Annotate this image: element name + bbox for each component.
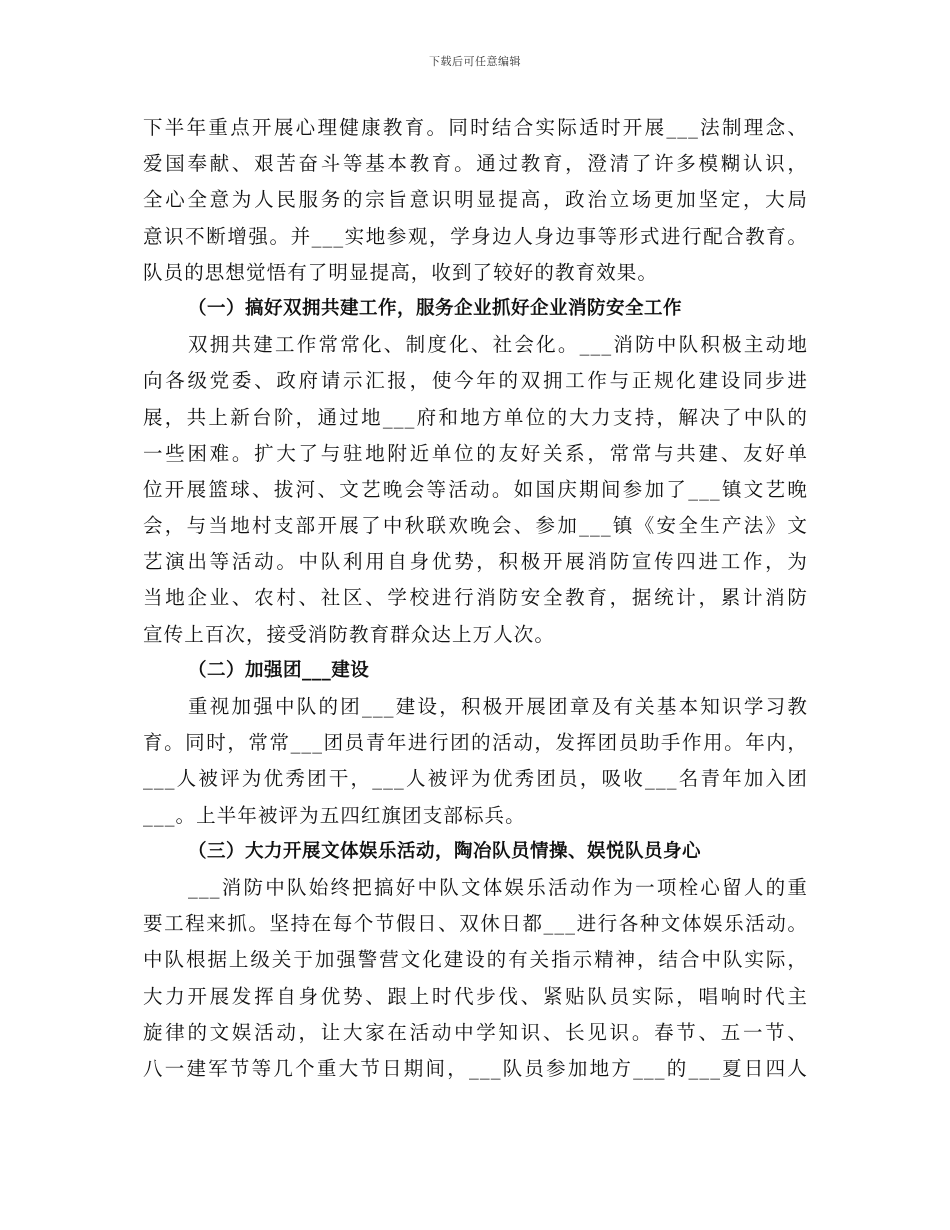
text-line: 当地企业、农村、社区、学校进行消防安全教育，据统计，累计消防 (143, 586, 808, 610)
text-line: 一些困难。扩大了与驻地附近单位的友好关系，常常与共建、友好单 (143, 441, 808, 465)
text-line: 要工程来抓。坚持在每个节假日、双休日都___进行各种文体娱乐活动。 (143, 912, 808, 936)
section-heading: （二）加强团___建设 (188, 659, 370, 681)
text-line: 全心全意为人民服务的宗旨意识明显提高，政治立场更加坚定，大局 (143, 188, 808, 212)
text-line: 八一建军节等几个重大节日期间，___队员参加地方___的___夏日四人 (143, 1056, 808, 1080)
text-line: ___人被评为优秀团干，___人被评为优秀团员，吸收___名青年加入团 (143, 767, 808, 791)
paragraph (143, 870, 808, 1087)
text-line: 大力开展发挥自身优势、跟上时代步伐、紧贴队员实际，唱响时代主 (143, 984, 808, 1008)
text-line: 爱国奉献、艰苦奋斗等基本教育。通过教育，澄清了许多模糊认识， (143, 152, 808, 176)
text-line: 育。同时，常常___团员青年进行团的活动，发挥团员助手作用。年内， (143, 731, 808, 755)
text-line: 宣传上百次，接受消防教育群众达上万人次。 (143, 622, 556, 646)
paragraph (143, 110, 808, 291)
text-line: ___。上半年被评为五四红旗团支部标兵。 (143, 803, 526, 827)
text-line: 队员的思想觉悟有了明显提高，收到了较好的教育效果。 (143, 260, 659, 284)
text-line: ___消防中队始终把搞好中队文体娱乐活动作为一项栓心留人的重 (188, 875, 808, 899)
text-line: 位开展篮球、拔河、文艺晚会等活动。如国庆期间参加了___镇文艺晚 (143, 477, 808, 501)
paragraph (143, 327, 808, 653)
text-line: 会，与当地村支部开展了中秋联欢晚会、参加___镇《安全生产法》文 (143, 514, 808, 538)
text-line: 重视加强中队的团___建设，积极开展团章及有关基本知识学习教 (188, 695, 808, 718)
text-line: 意识不断增强。并___实地参观，学身边人身边事等形式进行配合教育。 (143, 224, 808, 248)
text-line: 旋律的文娱活动，让大家在活动中学知识、长见识。春节、五一节、 (143, 1020, 808, 1044)
text-line: 双拥共建工作常常化、制度化、社会化。___消防中队积极主动地 (188, 333, 808, 357)
page-header: 下载后可任意编辑 (429, 55, 521, 68)
paragraph (143, 689, 808, 834)
text-line: 中队根据上级关于加强警营文化建设的有关指示精神，结合中队实际， (143, 948, 808, 972)
section-heading: （一）搞好双拥共建工作，服务企业抓好企业消防安全工作 (188, 297, 683, 319)
text-line: 展，共上新台阶，通过地___府和地方单位的大力支持，解决了中队的 (143, 405, 808, 429)
section-heading: （三）大力开展文体娱乐活动，陶冶队员情操、娱悦队员身心 (188, 840, 702, 862)
document-body (143, 110, 808, 1087)
text-line: 下半年重点开展心理健康教育。同时结合实际适时开展___法制理念、 (143, 116, 808, 139)
text-line: 艺演出等活动。中队利用自身优势，积极开展消防宣传四进工作，为 (143, 550, 808, 574)
text-line: 向各级党委、政府请示汇报，使今年的双拥工作与正规化建设同步进 (143, 369, 808, 393)
